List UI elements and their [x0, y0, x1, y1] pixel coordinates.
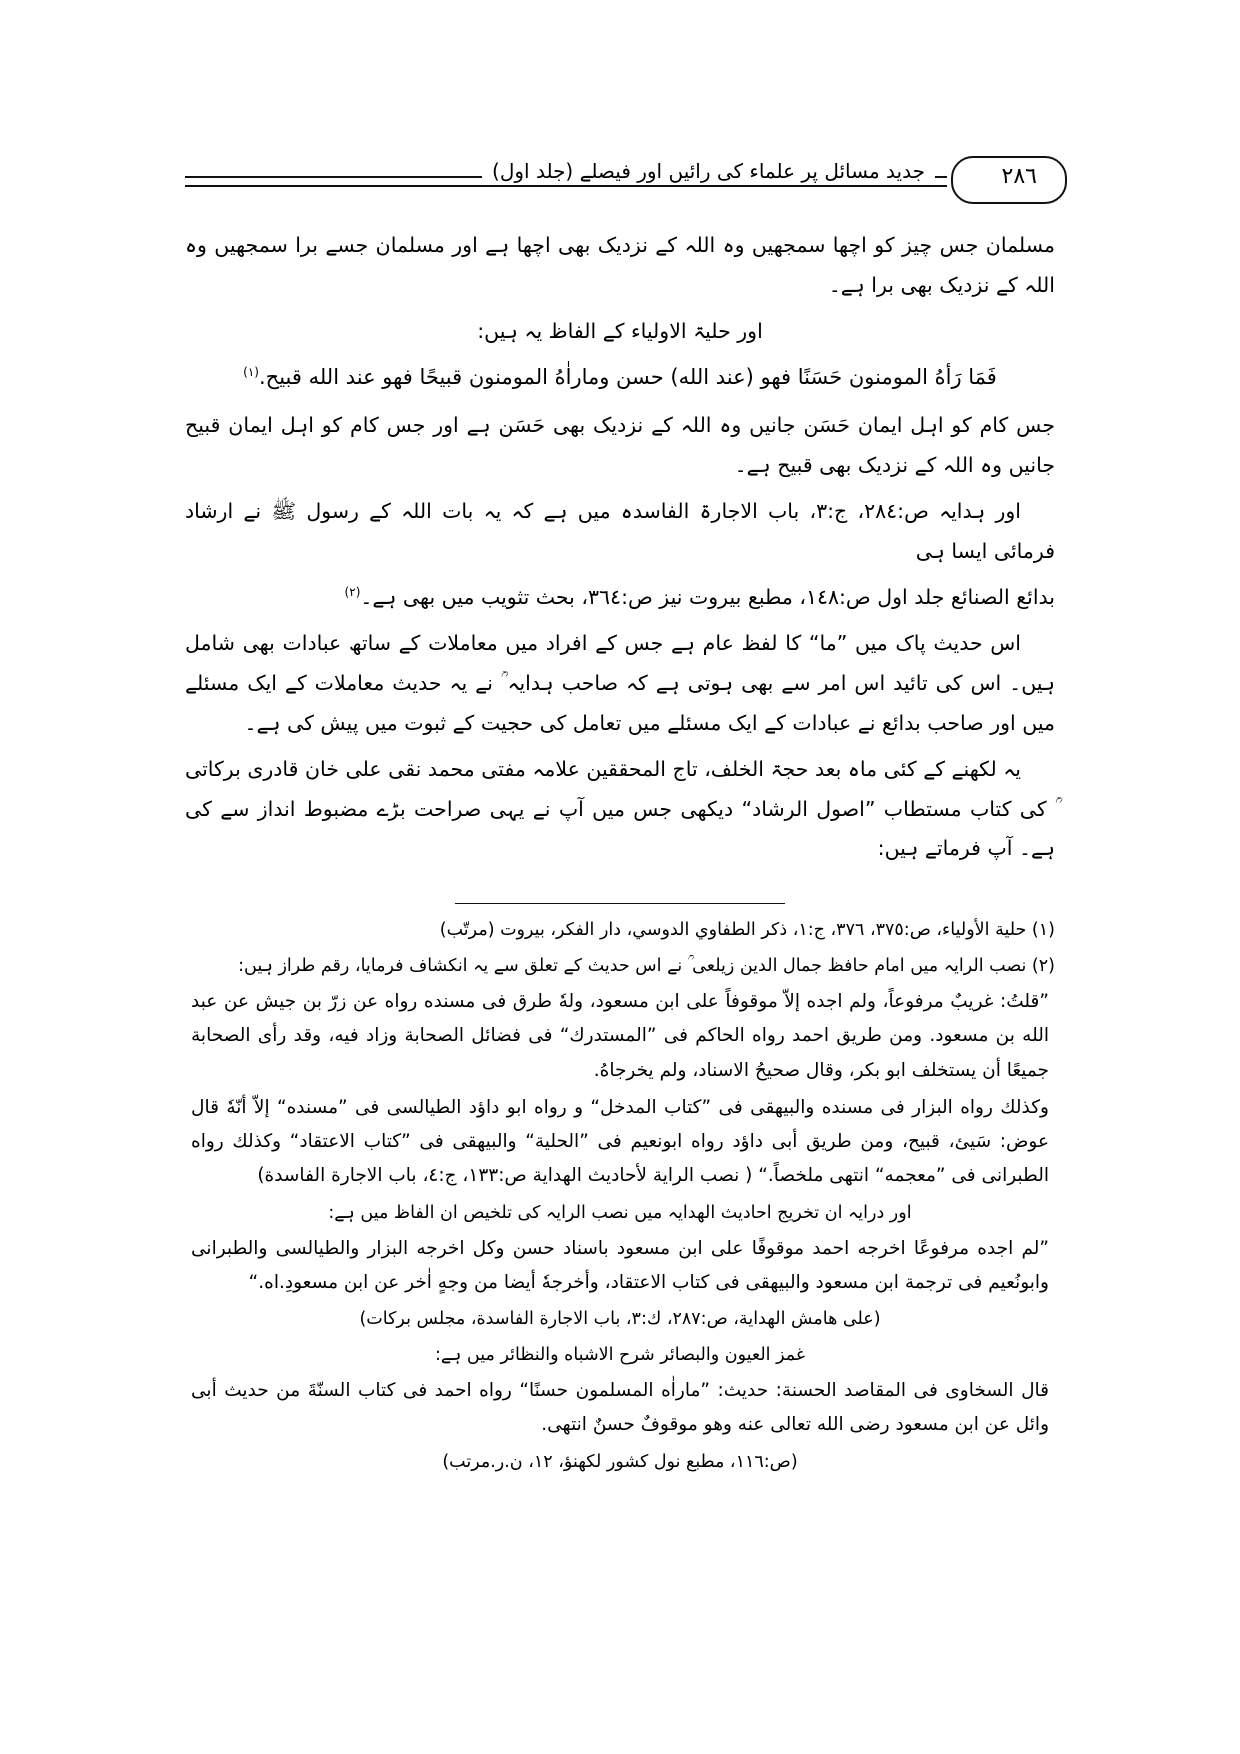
footnote-3-source: (على هامش الهداية، ص:٢٨٧، ك:٣، باب الاجارة الفاسدة، مجلس بركات)	[359, 1309, 881, 1330]
footnote-3-intro: اور درایہ ان تخریج احادیث الھدایہ میں نصب الرایہ کی تلخیص ان الفاظ میں ہے:	[328, 1202, 912, 1223]
footnote-4-intro: غمز العيون والبصائر شرح الاشباه والنظائر میں ہے:	[434, 1344, 806, 1365]
footnote-2-quote-2: وكذلك رواه البزار فى مسنده والبيهقى فى ”كتاب المدخل“ و رواه ابو داؤد الطيالسى فى ”مسنده“ إلاّ أنّهٗ قال عوض: سَيئ، قبيح، ومن طريق أبى داؤد رواه ابونعيم فى ”الحلية“ والبيهقى فى ”كتاب الاعتقاد“ وكذلك رواه الطبرانى فى ”معجمه“ انتهى ملخصاً.“ ( نصب الراية لأحاديث الهداية ص:١٣٣، ج:٤، باب الاجارة الفاسدة)	[191, 1096, 1049, 1187]
footnote-4-quote: قال السخاوى فى المقاصد الحسنة: حديث: ”ماراٰه المسلمون حسنًا“ رواه احمد فى كتاب السنّةَ من حديث أبى وائل عن ابن مسعود رضى الله تعالى عنه وهو موقوفٌ حسنٌ انتهى.	[191, 1380, 1049, 1436]
footnote-2-quote-block	[185, 985, 1055, 1193]
book-title: جدید مسائل پر علماء کی رائیں اور فیصلے (جلد اول)	[482, 158, 935, 184]
footnote-4-source: (ص:١١٦، مطبع نول كشور لكهنؤ، ١٢، ن.ر.مرتب)	[442, 1451, 798, 1472]
footnote-3-quote-block	[185, 1232, 1055, 1336]
page-number: ٢٨٦	[1001, 164, 1037, 189]
footnote-marker-1: (١)	[243, 364, 259, 379]
arabic-quote-1-text: فَمَا رَأهُ المومنون حَسَنًا فهو (عند الله) حسن وماراٰهُ المومنون قبيحًا فهو عند الله قبيح.	[258, 364, 997, 389]
footnote-3-quote: ”لم اجده مرفوعًا اخرجه احمد موقوفًا على ابن مسعود باسناد حسن وكل اخرجه البزار والطيالسى والطبرانى وابونُعيم فى ترجمة ابن مسعود والبيهقى فى كتاب الاعتقاد، وأخرجهٗ أيضا من وجهٍ اٰخر عن ابن مسعودِ.اه.“	[191, 1237, 1049, 1294]
arabic-quote-1	[185, 358, 1055, 398]
footnotes-section	[185, 914, 1055, 1477]
footnote-1: (١) حلية الأولياء، ص:٣٧٥، ٣٧٦، ج:١، ذكر الطفاوي الدوسي، دار الفكر، بيروت (مرتّب)	[439, 920, 1055, 941]
paragraph-3: جس کام کو اہل ایمان حَسَن جانیں وہ اللہ کے نزدیک بھی حَسَن ہے اور جس کام کو اہل ایمان قبیح جانیں وہ اللہ کے نزدیک بھی قبیح ہے۔	[185, 412, 1055, 477]
footnote-marker-2: (٢)	[344, 584, 361, 599]
footnote-2-intro: (٢) نصب الرایہ میں امام حافظ جمال الدین زیلعی ؒ نے اس حدیث کے تعلق سے یہ انکشاف فرمایا، رقم طراز ہیں:	[238, 955, 1055, 976]
paragraph-5-text: بدائع الصنائع جلد اول ص:١٤٨، مطبع بیروت نیز ص:٣٦٤، بحث تثویب میں بھی ہے۔	[360, 584, 1055, 609]
footnote-separator	[455, 903, 785, 904]
paragraph-1: مسلمان جس چیز کو اچھا سمجھیں وہ اللہ کے نزدیک بھی اچھا ہے اور مسلمان جسے برا سمجھیں وہ اللہ کے نزدیک بھی برا ہے۔	[185, 233, 1055, 297]
paragraph-2: اور حلیۃ الاولیاء کے الفاظ یہ ہیں:	[477, 318, 763, 343]
page-header	[185, 150, 1055, 208]
paragraph-7: یہ لکھنے کے کئی ماہ بعد حجۃ الخلف، تاج المحققین علامہ مفتی محمد نقی علی خان قادری برکاتی ؒ کی کتاب مستطاب ”اصول الرشاد“ دیکھی جس میں آپ نے یہی صراحت بڑے مضبوط انداز سے کی ہے۔ آپ فرماتے ہیں:	[185, 756, 1055, 861]
paragraph-5	[185, 578, 1055, 618]
footnote-4-quote-block	[185, 1374, 1055, 1478]
footnote-2-quote-1: ”قلتُ: غريبٌ مرفوعاً، ولم اجده إلاّ موقوفاً على ابن مسعود، ولهٗ طرق فى مسنده رواه عن زرّ بن جيش عن عبد الله بن مسعود. ومن طريق احمد رواه الحاكم فى ”المستدرك“ فى فضائل الصحابة وزاد فيه، وقد رأى الصحابة جميعًا أن يستخلف ابو بكر، وقال صحيحُ الاسناد، ولم يخرجاهُ.	[191, 991, 1049, 1081]
page-body	[185, 226, 1055, 869]
paragraph-6: اس حدیث پاک میں ”ما“ کا لفظ عام ہے جس کے افراد میں معاملات کے ساتھ عبادات بھی شامل ہیں۔ اس کی تائید اس امر سے بھی ہوتی ہے کہ صاحب ہدایہ ؒ نے یہ حدیث معاملات کے ایک مسئلے میں اور صاحب بدائع نے عبادات کے ایک مسئلے میں تعامل کی حجیت کے ثبوت میں پیش کی ہے۔	[185, 630, 1055, 735]
paragraph-4: اور ہدایہ ص:٢٨٤، ج:٣، باب الاجارۃ الفاسدہ میں ہے کہ یہ بات اللہ کے رسول ﷺ نے ارشاد فرمائی ایسا ہی	[185, 498, 1055, 563]
